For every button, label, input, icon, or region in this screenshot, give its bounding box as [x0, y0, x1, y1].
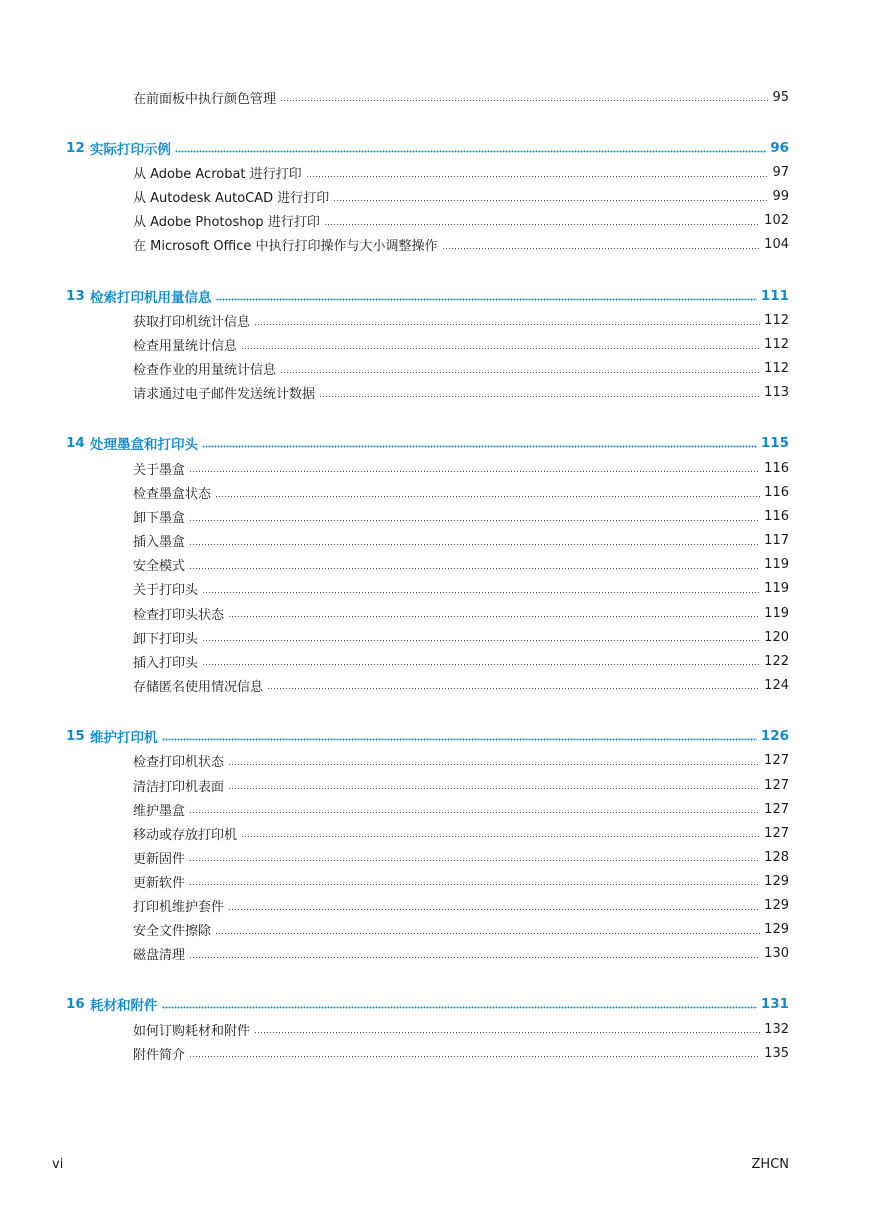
dot-leader: [228, 604, 760, 622]
toc-section-entry[interactable]: [133, 848, 789, 866]
toc-section-entry[interactable]: [133, 776, 789, 794]
page-number: 128: [764, 849, 789, 865]
toc-chapter-entry[interactable]: [66, 139, 789, 157]
section-title: 插入打印头: [133, 655, 199, 671]
toc-section-entry[interactable]: [133, 676, 789, 694]
chapter-title: 检索打印机用量信息: [90, 289, 212, 306]
toc-chapter-entry[interactable]: [66, 287, 789, 305]
page-number: 115: [760, 435, 789, 452]
dot-leader: [162, 727, 757, 745]
section-title: 更新软件: [133, 875, 186, 891]
toc-section-entry[interactable]: [133, 556, 789, 574]
dot-leader: [175, 139, 766, 157]
dot-leader: [189, 848, 760, 866]
dot-leader: [189, 508, 760, 526]
dot-leader: [228, 897, 760, 915]
dot-leader: [189, 556, 760, 574]
page-number: 126: [760, 727, 789, 744]
dot-leader: [189, 532, 760, 550]
toc-section-entry[interactable]: [133, 872, 789, 890]
footer-page-number: vi: [52, 1157, 64, 1172]
toc-section-entry[interactable]: [133, 508, 789, 526]
dot-leader: [202, 580, 760, 598]
dot-leader: [442, 236, 761, 254]
dot-leader: [241, 336, 760, 354]
toc-section-entry[interactable]: [133, 1020, 789, 1038]
page-number: 96: [770, 139, 789, 156]
toc-section-entry[interactable]: [133, 459, 789, 477]
section-title: 检查打印机状态: [133, 755, 225, 771]
section-title: 在前面板中执行颜色管理: [133, 91, 277, 107]
dot-leader: [189, 1044, 760, 1062]
dot-leader: [189, 945, 760, 963]
page-number: 112: [764, 313, 789, 328]
chapter-number: 12: [66, 139, 85, 156]
section-title: 插入墨盒: [133, 535, 186, 551]
dot-leader: [280, 360, 760, 378]
page-number: 132: [764, 1021, 789, 1037]
page-number: 129: [764, 922, 789, 938]
toc-section-entry[interactable]: [133, 921, 789, 939]
toc-section-entry[interactable]: [133, 312, 789, 330]
chapter-number: 13: [66, 287, 85, 304]
page-number: 102: [764, 213, 789, 229]
page-number: 112: [764, 361, 789, 377]
page-number: 119: [764, 557, 789, 573]
dot-leader: [202, 652, 760, 670]
section-title: 检查作业的用量统计信息: [133, 363, 277, 379]
dot-leader: [241, 824, 760, 842]
toc-section-entry[interactable]: [133, 532, 789, 550]
section-title: 附件简介: [133, 1047, 186, 1063]
chapter-title: 处理墨盒和打印头: [90, 437, 198, 454]
dot-leader: [162, 995, 757, 1013]
section-title: 从 Autodesk AutoCAD 进行打印: [133, 191, 330, 207]
footer-locale: ZHCN: [751, 1157, 789, 1172]
section-title: 关于墨盒: [133, 462, 186, 478]
toc-section-entry[interactable]: [133, 580, 789, 598]
dot-leader: [202, 434, 757, 452]
dot-leader: [324, 212, 760, 230]
chapter-title: 实际打印示例: [90, 141, 171, 158]
page-number: 122: [764, 653, 789, 669]
toc-section-entry[interactable]: [133, 945, 789, 963]
dot-leader: [189, 872, 760, 890]
dot-leader: [189, 800, 760, 818]
toc-section-entry[interactable]: [133, 752, 789, 770]
toc-section-entry[interactable]: [133, 484, 789, 502]
toc-chapter-entry[interactable]: [66, 995, 789, 1013]
section-title: 检查墨盒状态: [133, 487, 212, 502]
section-title: 检查打印头状态: [133, 607, 225, 623]
section-title: 更新固件: [133, 851, 186, 867]
section-title: 获取打印机统计信息: [133, 315, 251, 330]
chapter-number: 15: [66, 727, 85, 744]
dot-leader: [189, 459, 760, 477]
page-number: 97: [772, 165, 789, 181]
toc-section-entry[interactable]: [133, 897, 789, 915]
section-title: 如何订购耗材和附件: [133, 1023, 251, 1039]
page-number: 124: [764, 677, 789, 693]
chapter-title: 耗材和附件: [90, 998, 158, 1015]
dot-leader: [267, 676, 760, 694]
toc-section-entry[interactable]: [133, 824, 789, 842]
toc-chapter-entry[interactable]: [66, 434, 789, 452]
toc-section-entry[interactable]: [133, 336, 789, 354]
dot-leader: [215, 921, 760, 939]
chapter-number: 16: [66, 996, 85, 1013]
section-title: 从 Adobe Acrobat 进行打印: [133, 167, 302, 183]
page-number: 111: [760, 287, 789, 304]
section-title: 关于打印头: [133, 583, 199, 599]
toc-section-entry[interactable]: [133, 212, 789, 230]
section-title: 维护墨盒: [133, 803, 186, 819]
dot-leader: [202, 628, 760, 646]
toc-section-entry[interactable]: [133, 800, 789, 818]
page-number: 117: [764, 533, 789, 549]
dot-leader: [319, 384, 760, 402]
page-number: 104: [764, 237, 789, 253]
page-number: 127: [764, 801, 789, 817]
toc-section-entry[interactable]: [133, 604, 789, 622]
page-number: 120: [764, 629, 789, 645]
dot-leader: [280, 88, 768, 106]
toc-section-entry[interactable]: [133, 652, 789, 670]
page-number: 116: [764, 509, 789, 525]
section-title: 存储匿名使用情况信息: [133, 679, 264, 695]
toc-section-entry[interactable]: [133, 1044, 789, 1062]
section-title: 卸下打印头: [133, 631, 199, 647]
section-title: 打印机维护套件: [133, 900, 225, 915]
toc-section-entry[interactable]: [133, 628, 789, 646]
page-number: 113: [764, 385, 789, 401]
section-title: 清洁打印机表面: [133, 779, 225, 795]
chapter-title: 维护打印机: [90, 729, 158, 746]
toc-section-entry[interactable]: [133, 164, 789, 182]
page-number: 112: [764, 337, 789, 353]
dot-leader: [306, 164, 769, 182]
toc-section-entry[interactable]: [133, 236, 789, 254]
section-title: 请求通过电子邮件发送统计数据: [133, 387, 316, 403]
section-title: 从 Adobe Photoshop 进行打印: [133, 215, 320, 231]
toc-chapter-entry[interactable]: [66, 727, 789, 745]
page-number: 116: [764, 485, 789, 500]
page-number: 119: [764, 605, 789, 621]
page-number: 127: [764, 777, 789, 793]
page-number: 116: [764, 460, 789, 476]
dot-leader: [216, 287, 757, 305]
page-number: 130: [764, 946, 789, 962]
page-number: 131: [760, 996, 789, 1013]
dot-leader: [215, 484, 760, 502]
chapter-number: 14: [66, 435, 85, 452]
section-title: 磁盘清理: [133, 948, 186, 964]
section-title: 在 Microsoft Office 中执行打印操作与大小调整操作: [133, 239, 438, 255]
toc-section-entry[interactable]: [133, 88, 789, 106]
section-title: 检查用量统计信息: [133, 339, 238, 355]
page-number: 129: [764, 873, 789, 889]
dot-leader: [228, 752, 760, 770]
page-number: 127: [764, 825, 789, 841]
dot-leader: [333, 188, 768, 206]
page-number: 95: [772, 89, 789, 105]
page-number: 127: [764, 753, 789, 769]
section-title: 安全文件擦除: [133, 924, 212, 940]
toc-section-entry[interactable]: [133, 188, 789, 206]
section-title: 卸下墨盒: [133, 511, 186, 527]
page-number: 99: [772, 189, 789, 205]
page-number: 129: [764, 898, 789, 913]
toc-section-entry[interactable]: [133, 384, 789, 402]
dot-leader: [228, 776, 760, 794]
toc-section-entry[interactable]: [133, 360, 789, 378]
page-number: 119: [764, 581, 789, 597]
section-title: 移动或存放打印机: [133, 827, 238, 843]
dot-leader: [254, 1020, 760, 1038]
dot-leader: [254, 312, 760, 330]
page-number: 135: [764, 1045, 789, 1061]
section-title: 安全模式: [133, 559, 186, 575]
